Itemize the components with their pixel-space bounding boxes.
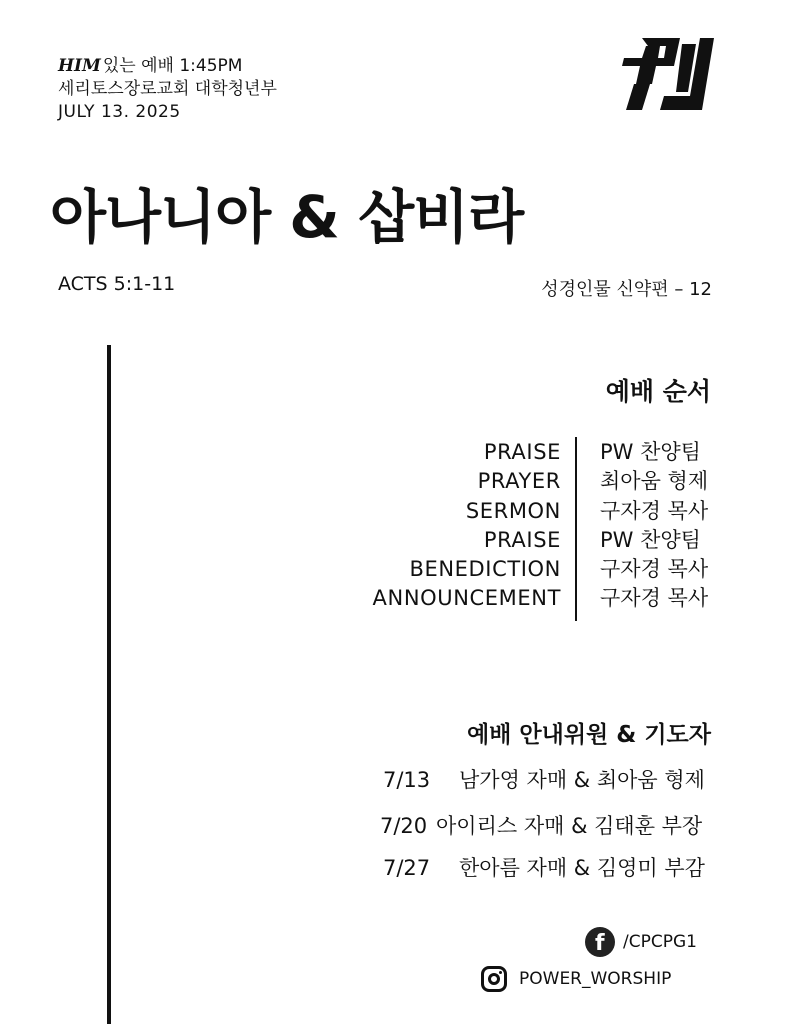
order-leader: 구자경 목사 — [600, 498, 709, 523]
scripture-reference: ACTS 5:1-11 — [58, 273, 176, 295]
order-leader: 최아움 형제 — [600, 469, 709, 494]
usher-row — [380, 810, 702, 840]
order-leader: 구자경 목사 — [600, 586, 709, 611]
order-part: PRAYER — [477, 469, 561, 494]
order-part: SERMON — [465, 498, 561, 523]
order-leader: PW 찬양팀 — [600, 440, 701, 464]
order-divider — [575, 437, 577, 621]
order-part: BENEDICTION — [409, 557, 561, 582]
instagram-icon — [481, 966, 507, 992]
facebook-icon: f — [585, 927, 615, 957]
facebook-link[interactable] — [585, 927, 697, 957]
usher-names: 남가영 자매 & 최아움 형제 — [459, 768, 705, 792]
usher-row — [383, 852, 705, 882]
service-time: 있는 예배 1:45PM — [102, 56, 243, 76]
facebook-handle: /CPCPG1 — [623, 932, 697, 952]
order-leader: PW 찬양팀 — [600, 527, 701, 552]
sermon-series: 성경인물 신약편 – 12 — [541, 279, 712, 300]
him-wordmark: HIM — [58, 56, 101, 76]
usher-row — [383, 764, 705, 794]
usher-date: 7/13 — [383, 768, 431, 792]
order-leader: 구자경 목사 — [600, 557, 709, 582]
usher-date: 7/20 — [380, 814, 428, 838]
order-part: PRAISE — [483, 440, 561, 464]
pw-logo — [620, 36, 716, 112]
order-title: 예배 순서 — [605, 377, 711, 406]
order-part: ANNOUNCEMENT — [372, 586, 561, 611]
ushers-title: 예배 안내위원 & 기도자 — [466, 722, 711, 748]
service-time-line — [58, 56, 242, 76]
usher-names: 아이리스 자매 & 김태훈 부장 — [436, 814, 703, 838]
order-leaders — [600, 438, 708, 614]
instagram-handle: POWER_WORSHIP — [519, 969, 672, 989]
instagram-link[interactable] — [481, 966, 671, 992]
sermon-title: 아나니아 & 삽비라 — [50, 183, 524, 251]
church-name: 세리토스장로교회 대학청년부 — [58, 79, 277, 99]
usher-date: 7/27 — [383, 856, 431, 880]
service-date: JULY 13. 2025 — [58, 102, 181, 122]
order-part: PRAISE — [483, 527, 561, 552]
left-rule — [107, 345, 111, 1024]
order-parts — [373, 438, 561, 614]
usher-names: 한아름 자매 & 김영미 부감 — [459, 856, 705, 880]
